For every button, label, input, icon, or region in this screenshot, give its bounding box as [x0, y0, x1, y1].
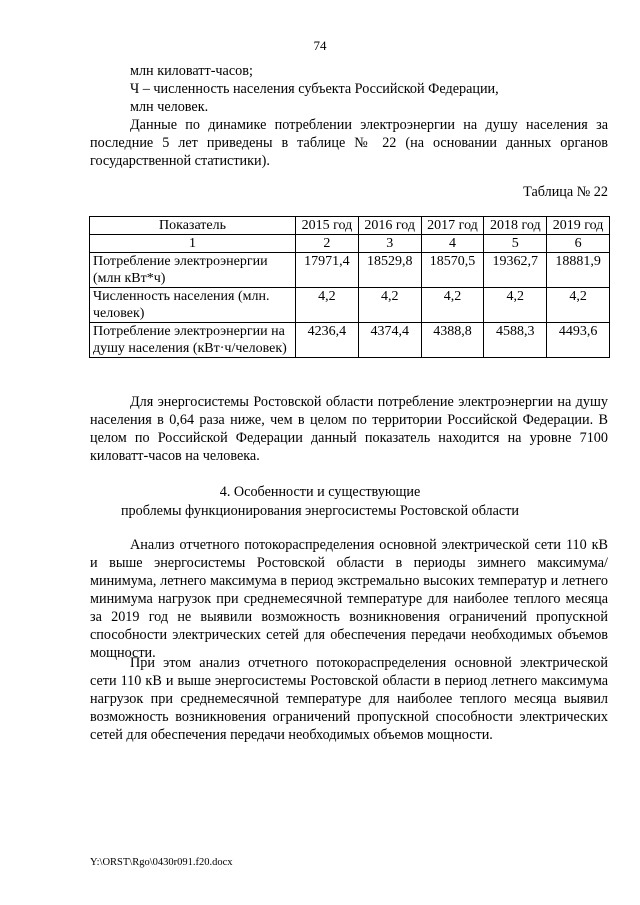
header-cell: 2018 год: [484, 217, 547, 235]
value-cell: 4236,4: [296, 323, 359, 358]
table-index-row: [90, 235, 610, 253]
table-row: [90, 253, 610, 288]
section-heading: [0, 483, 640, 521]
value-cell: 19362,7: [484, 253, 547, 288]
value-cell: 4,2: [358, 288, 421, 323]
index-cell: 5: [484, 235, 547, 253]
value-cell: 18881,9: [547, 253, 610, 288]
footer-file-path: Y:\ORST\Rgo\0430r091.f20.docx: [90, 857, 233, 868]
section-heading-line-1: 4. Особенности и существующие: [219, 484, 421, 500]
table-row: [90, 323, 610, 358]
intro-line-2: Ч – численность населения субъекта Российской Федерации,: [130, 81, 499, 97]
index-cell: 1: [90, 235, 296, 253]
header-cell: 2016 год: [358, 217, 421, 235]
value-cell: 4,2: [296, 288, 359, 323]
analysis-paragraph-1: Анализ отчетного потокораспределения основной электрической сети 110 кВ и выше энергосистемы Ростовской области в периоды зимнего максимума/минимума, летнего максимума в период экстремально высоких температур и летнего минимума нагрузок при среднемесячной температуре для наиболее теплого месяца за 2019 год не выявили возможность возникновения ограничений пропускной способности электрических сетей для обеспечения передачи необходимых объемов мощности.: [90, 537, 608, 661]
intro-line-3: млн человек.: [130, 99, 209, 115]
value-cell: 17971,4: [296, 253, 359, 288]
header-cell: 2017 год: [421, 217, 484, 235]
value-cell: 4,2: [421, 288, 484, 323]
index-cell: 4: [421, 235, 484, 253]
value-cell: 4,2: [547, 288, 610, 323]
consumption-table: [89, 216, 610, 358]
summary-paragraph: Для энергосистемы Ростовской области потребление электроэнергии на душу населения в 0,64 раза ниже, чем в целом по территории Российской Федерации. В целом по Российской Федерации данный показатель находится на уровне 7100 киловатт-часов на человека.: [90, 394, 608, 464]
value-cell: 4493,6: [547, 323, 610, 358]
table-row: [90, 288, 610, 323]
value-cell: 18529,8: [358, 253, 421, 288]
value-cell: 4,2: [484, 288, 547, 323]
header-cell: 2015 год: [296, 217, 359, 235]
section-heading-line-2: проблемы функционирования энергосистемы Ростовской области: [120, 503, 520, 519]
row-label: Потребление электроэнергии (млн кВт*ч): [90, 253, 296, 288]
value-cell: 4588,3: [484, 323, 547, 358]
value-cell: 4388,8: [421, 323, 484, 358]
analysis-paragraph-2: При этом анализ отчетного потокораспределения основной электрической сети 110 кВ и выше энергосистемы Ростовской области в период летнего максимума нагрузок при среднемесячной температуре для наиболее теплого месяца выявил возможность возникновения ограничений пропускной способности электрических сетей для обеспечения передачи необходимых объемов мощности.: [90, 655, 608, 743]
row-label: Численность населения (млн. человек): [90, 288, 296, 323]
page-number: 74: [313, 38, 327, 53]
value-cell: 4374,4: [358, 323, 421, 358]
header-cell: Показатель: [90, 217, 296, 235]
intro-paragraph: Данные по динамике потреблении электроэнергии на душу населения за последние 5 лет приведены в таблице № 22 (на основании данных органов государственной статистики).: [90, 117, 608, 169]
header-cell: 2019 год: [547, 217, 610, 235]
value-cell: 18570,5: [421, 253, 484, 288]
intro-block: [90, 62, 608, 170]
table-header-row: [90, 217, 610, 235]
index-cell: 3: [358, 235, 421, 253]
index-cell: 6: [547, 235, 610, 253]
table-caption: Таблица № 22: [523, 184, 608, 200]
intro-line-1: млн киловатт-часов;: [130, 63, 253, 79]
index-cell: 2: [296, 235, 359, 253]
row-label: Потребление электроэнергии на душу населения (кВт·ч/человек): [90, 323, 296, 358]
